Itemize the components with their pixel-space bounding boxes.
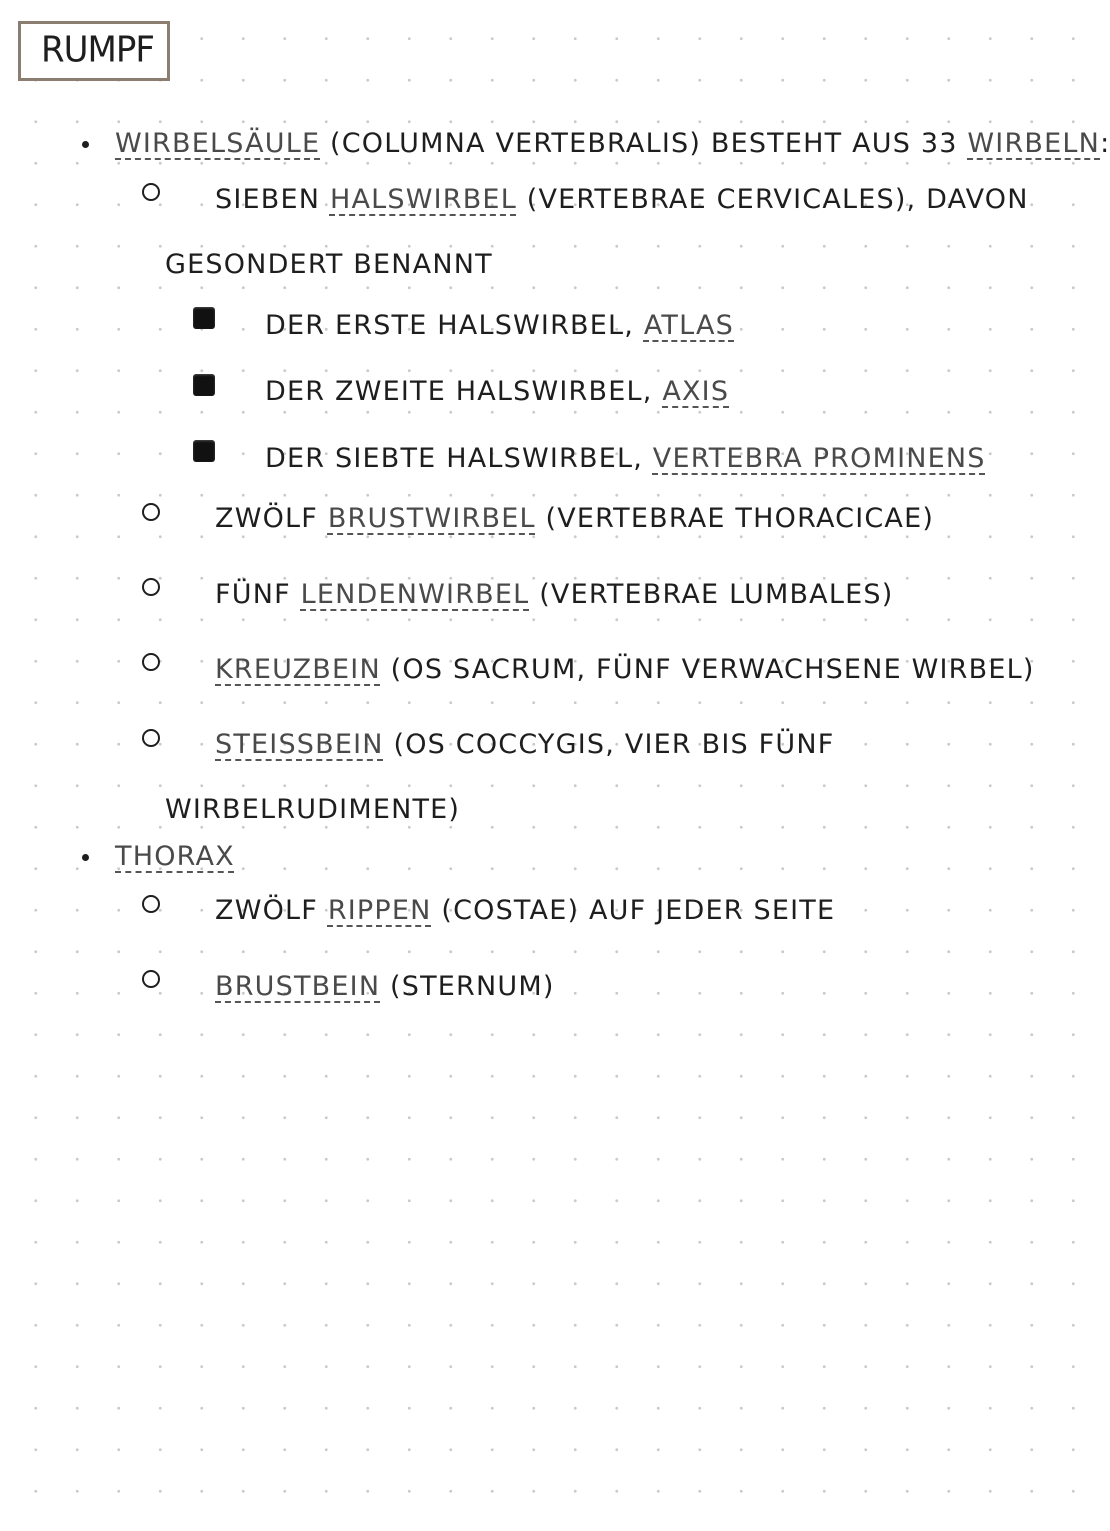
term-kreuzbein: KREUZBEIN <box>215 654 381 685</box>
list-item-kreuzbein: KREUZBEIN (OS SACRUM, FÜNF VERWACHSENE WIRBEL) <box>215 654 1035 685</box>
term-wirbeln: WIRBELN <box>967 128 1101 159</box>
list-item-atlas: DER ERSTE HALSWIRBEL, ATLAS <box>265 310 734 341</box>
term-rippen: RIPPEN <box>327 895 432 926</box>
term-brustwirbel: BRUSTWIRBEL <box>327 503 536 534</box>
title-box <box>18 21 170 81</box>
term-wirbelsaeule: WIRBELSÄULE <box>115 128 321 159</box>
bullet-circle <box>142 503 160 521</box>
term-steissbein: STEISSBEIN <box>215 729 384 760</box>
bullet-square <box>193 374 215 396</box>
bullet-circle <box>142 653 160 671</box>
term-atlas: ATLAS <box>643 310 734 341</box>
bullet-square <box>193 440 215 462</box>
bullet-circle <box>142 970 160 988</box>
bullet-square <box>193 307 215 329</box>
term-brustbein: BRUSTBEIN <box>215 971 381 1002</box>
list-item-steissbein-continuation: WIRBELRUDIMENTE) <box>165 794 461 825</box>
term-axis: AXIS <box>662 376 730 407</box>
list-item-rippen: ZWÖLF RIPPEN (COSTAE) AUF JEDER SEITE <box>215 895 836 926</box>
page-title: RUMPF <box>41 29 154 71</box>
list-item-thorax <box>115 839 235 875</box>
list-item-prominens: DER SIEBTE HALSWIRBEL, VERTEBRA PROMINENS <box>265 443 986 474</box>
list-item-steissbein: STEISSBEIN (OS COCCYGIS, VIER BIS FÜNF <box>215 729 835 760</box>
list-item-halswirbel: SIEBEN HALSWIRBEL (VERTEBRAE CERVICALES), DAVON <box>215 184 1029 215</box>
term-thorax: THORAX <box>115 841 235 872</box>
list-item-halswirbel-continuation: GESONDERT BENANNT <box>165 249 493 280</box>
list-item-brustbein: BRUSTBEIN (STERNUM) <box>215 971 555 1002</box>
term-halswirbel: HALSWIRBEL <box>329 184 517 215</box>
list-item-axis: DER ZWEITE HALSWIRBEL, AXIS <box>265 376 730 407</box>
list-item-brustwirbel: ZWÖLF BRUSTWIRBEL (VERTEBRAE THORACICAE) <box>215 503 935 534</box>
term-lendenwirbel: LENDENWIRBEL <box>300 579 530 610</box>
term-vertebra-prominens: VERTEBRA PROMINENS <box>652 443 986 474</box>
bullet-circle <box>142 895 160 913</box>
bullet-circle <box>142 183 160 201</box>
list-item-lendenwirbel: FÜNF LENDENWIRBEL (VERTEBRAE LUMBALES) <box>215 579 894 610</box>
bullet-circle <box>142 729 160 747</box>
bullet-dot <box>82 141 89 148</box>
bullet-circle <box>142 578 160 596</box>
list-item-wirbelsaeule: WIRBELSÄULE (COLUMNA VERTEBRALIS) BESTEHT AUS 33 WIRBELN: <box>115 128 1110 159</box>
bullet-dot <box>82 854 89 861</box>
